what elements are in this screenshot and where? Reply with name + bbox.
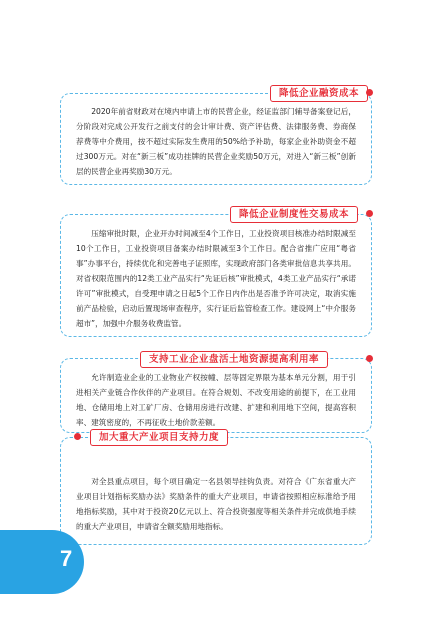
- section-dot-major-projects: [74, 433, 81, 440]
- section-dot-financing: [366, 89, 373, 96]
- section-dot-land-resources: [366, 355, 373, 362]
- section-title-major-projects: 加大重大产业项目支持力度: [90, 429, 228, 446]
- section-title-transaction-cost: 降低企业制度性交易成本: [230, 206, 358, 223]
- section-title-financing: 降低企业融资成本: [270, 85, 368, 102]
- section-body-land-resources: 允许制造业企业的工业物业产权按幢、层等固定界限为基本单元分割，用于引进相关产业链合作伙伴的产业项目。在符合规划、不改变用途的前提下，在工业用地、仓储用地上对工矿厂房、仓储用房进行改建、扩建和利用地下空间，提高容积率、建筑密度的，不再征收土地价款差额。: [76, 373, 356, 427]
- section-body-major-projects: 对全县重点项目，每个项目确定一名县领导挂钩负责。对符合《广东省重大产业项目计划指标奖励办法》奖励条件的重大产业项目，申请省按照相应标准给予用地指标奖励，其中对于投资20亿元以上、符合投资强度等相关条件并完成供地手续的重大产业项目，申请省全额奖励用地指标。: [76, 477, 356, 531]
- section-body-transaction-cost: 压缩审批时限，企业开办时间减至4个工作日，工业投资项目核准办结时限减至10个工作日，工业投资项目备案办结时限减至3个工作日。配合省推广应用“粤省事”办事平台，持续优化和完善电子证照库，实现政府部门各类审批信息共享共用。对省权限范围内的12类工业产品实行“先证后核”审批模式，4类工业产品实行“承诺许可”审批模式，自受理申请之日起5个工作日内作出是否准予许可决定，取消实施前产品检验，启动后置现场审查程序，实行证后监管检查工作。建设网上“中介服务超市”，加强中介服务收费监管。: [76, 229, 356, 328]
- section-body-financing: 2020年前省财政对在境内申请上市的民营企业，经证监部门辅导备案登记后，分阶段对完成公开发行之前支付的会计审计费、资产评估费、法律服务费、券商保荐费等中介费用，按不超过实际发生费用的50%给予补助，每家企业补助资金不超过300万元。对在“新三板”成功挂牌的民营企业奖励50万元，对进入“新三板”创新层的民营企业再奖励30万元。: [76, 107, 356, 176]
- page-number: 7: [60, 546, 73, 571]
- section-dot-transaction-cost: [366, 210, 373, 217]
- section-title-land-resources: 支持工业企业盘活土地资源提高利用率: [140, 351, 328, 368]
